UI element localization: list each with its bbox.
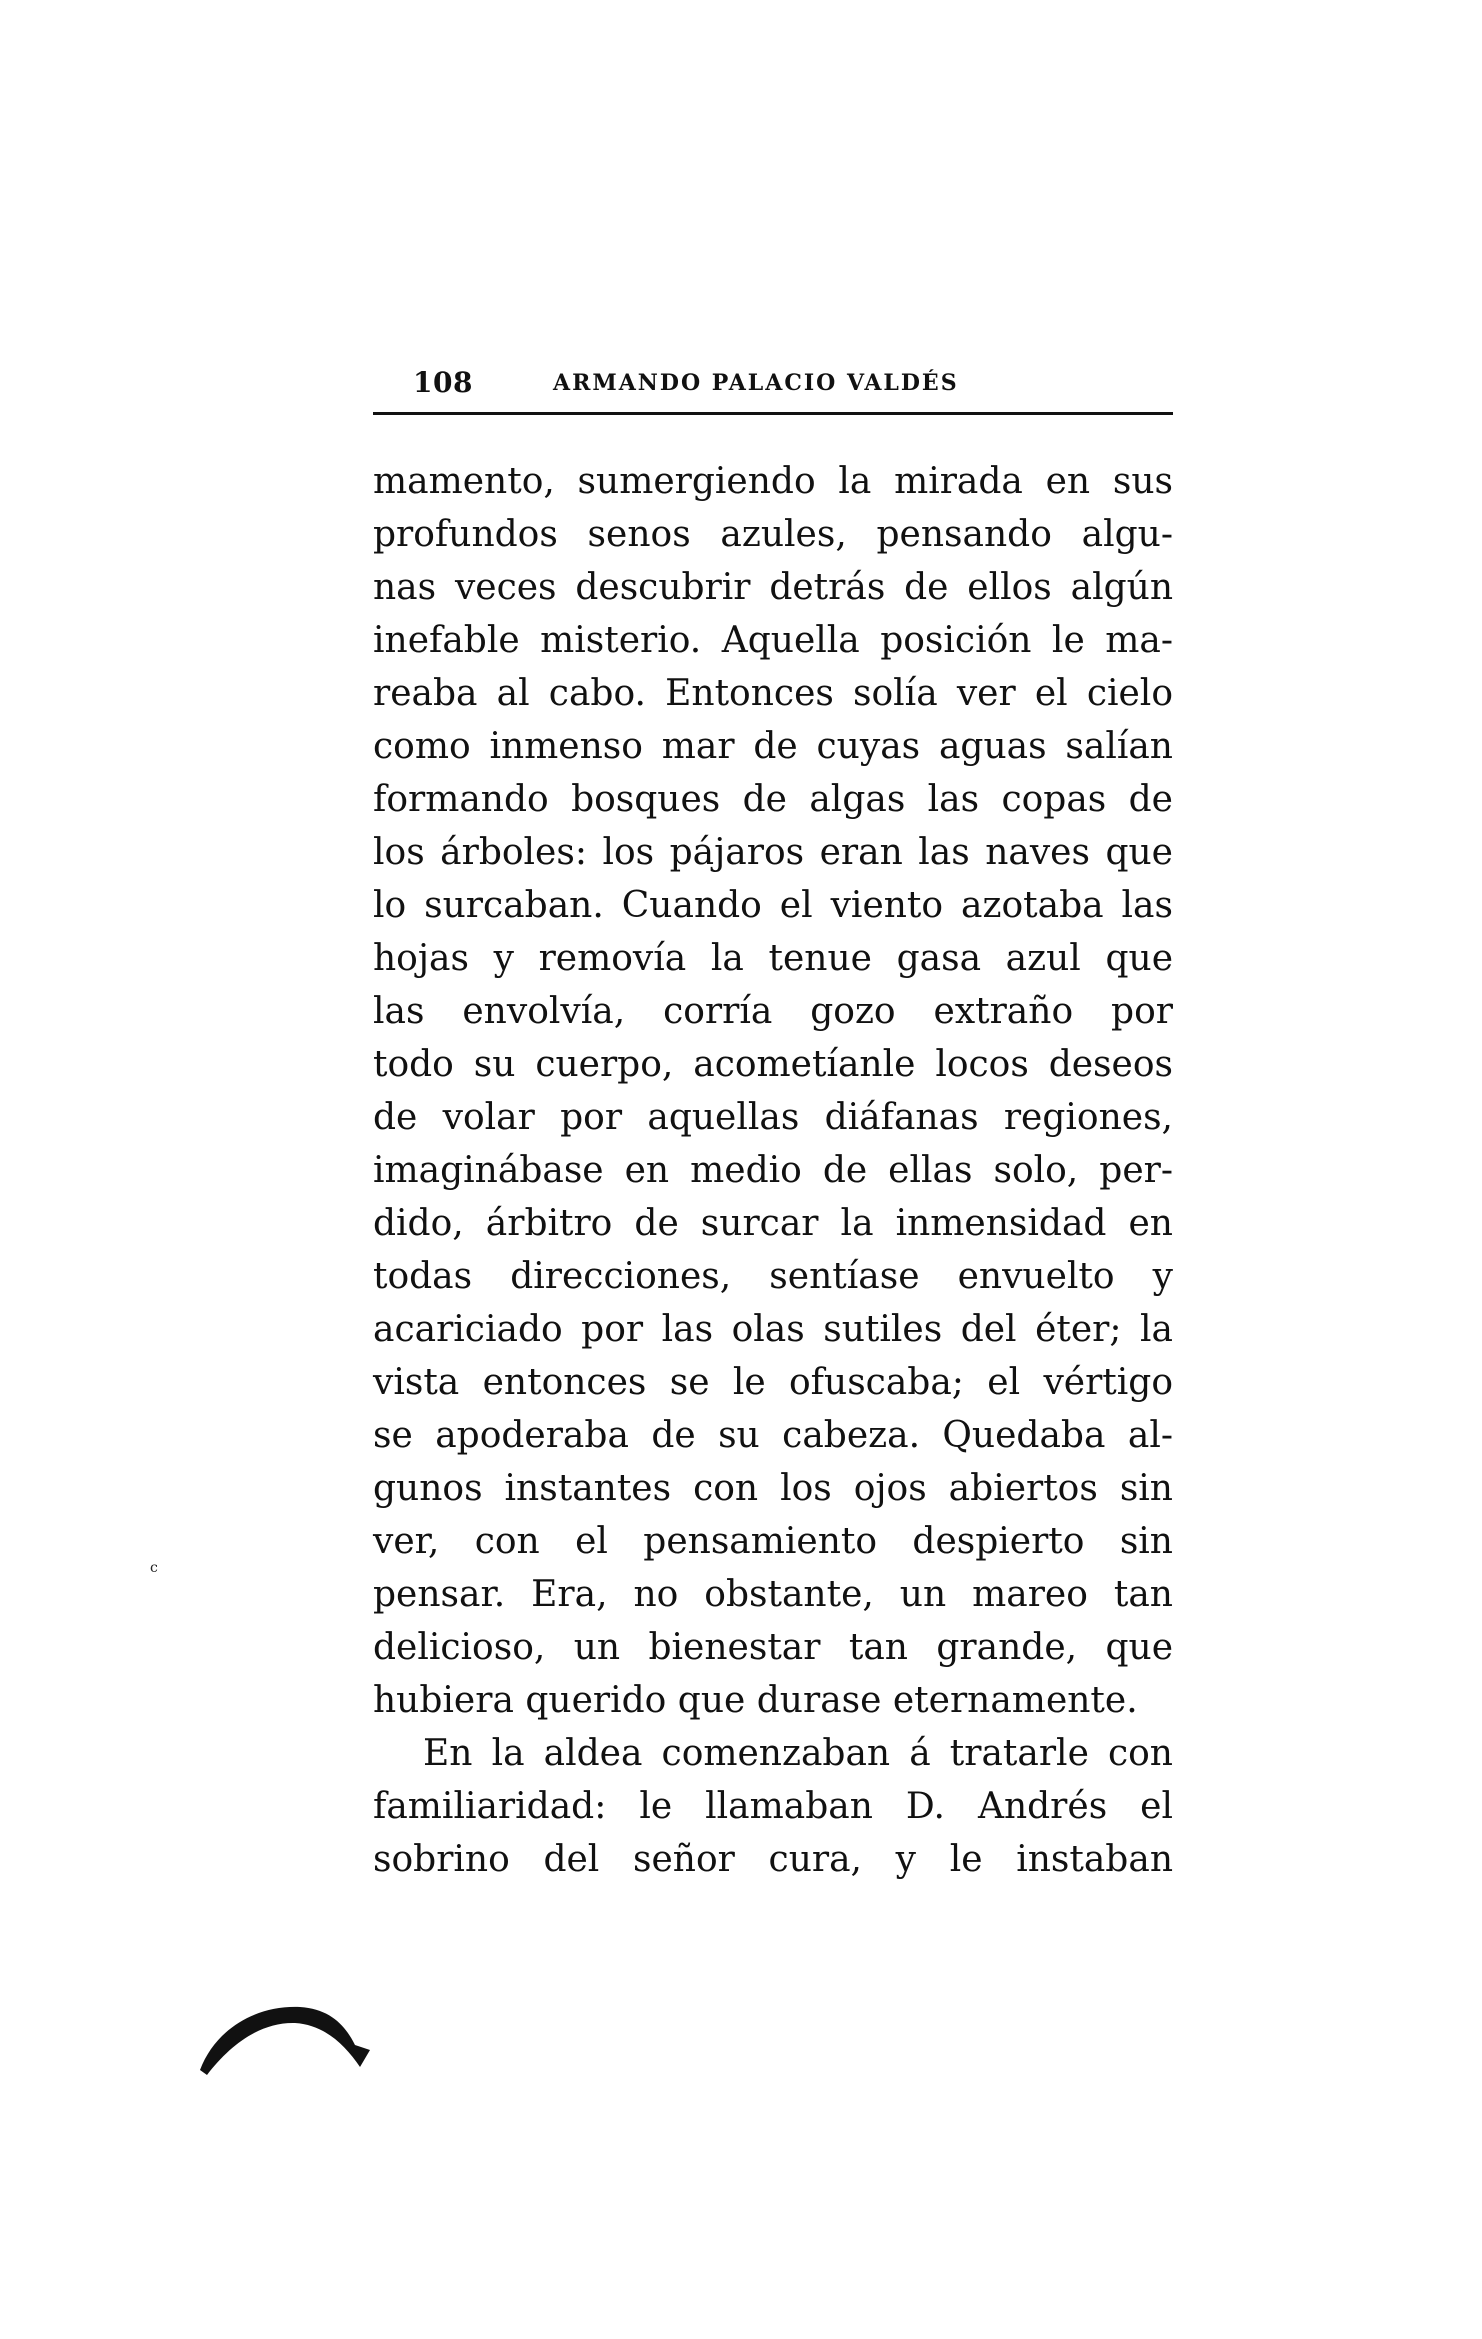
text-line: pensar. Era, no obstante, un mareo tan	[373, 1574, 1173, 1615]
text-line-paragraph-start: En la aldea comenzaban á tratarle con	[423, 1733, 1173, 1774]
text-line: hojas y removía la tenue gasa azul que	[373, 938, 1173, 979]
text-line: inefable misterio. Aquella posición le ma-	[373, 620, 1173, 661]
text-line: imaginábase en medio de ellas solo, per-	[373, 1150, 1173, 1191]
text-line: de volar por aquellas diáfanas regiones,	[373, 1097, 1173, 1138]
text-line: mamento, sumergiendo la mirada en sus	[373, 461, 1173, 502]
text-line: familiaridad: le llamaban D. Andrés el	[373, 1786, 1173, 1827]
running-head	[373, 348, 1173, 408]
text-line: ver, con el pensamiento despierto sin	[373, 1521, 1173, 1562]
text-line: hubiera querido que durase eternamente.	[373, 1680, 1138, 1721]
text-line: todas direcciones, sentíase envuelto y	[373, 1256, 1173, 1297]
text-line: nas veces descubrir detrás de ellos algún	[373, 567, 1173, 608]
header-rule	[373, 412, 1173, 415]
text-line: los árboles: los pájaros eran las naves que	[373, 832, 1173, 873]
text-line: reaba al cabo. Entonces solía ver el cielo	[373, 673, 1173, 714]
text-line: gunos instantes con los ojos abiertos sin	[373, 1468, 1173, 1509]
text-line: dido, árbitro de surcar la inmensidad en	[373, 1203, 1173, 1244]
text-line: sobrino del señor cura, y le instaban	[373, 1839, 1173, 1880]
text-line: vista entonces se le ofuscaba; el vértigo	[373, 1362, 1173, 1403]
text-line: se apoderaba de su cabeza. Quedaba al-	[373, 1415, 1173, 1456]
stray-ink-mark: c	[150, 1560, 158, 1576]
body-text	[373, 455, 1173, 1886]
text-line: todo su cuerpo, acometíanle locos deseos	[373, 1044, 1173, 1085]
ink-blot-mark	[195, 1975, 375, 2085]
text-line: profundos senos azules, pensando algu-	[373, 514, 1173, 555]
running-head-author: ARMANDO PALACIO VALDÉS	[553, 370, 959, 396]
text-line: formando bosques de algas las copas de	[373, 779, 1173, 820]
text-line: como inmenso mar de cuyas aguas salían	[373, 726, 1173, 767]
text-line: acariciado por las olas sutiles del éter; la	[373, 1309, 1173, 1350]
text-line: delicioso, un bienestar tan grande, que	[373, 1627, 1173, 1668]
page-number: 108	[413, 366, 473, 399]
text-line: las envolvía, corría gozo extraño por	[373, 991, 1173, 1032]
text-line: lo surcaban. Cuando el viento azotaba las	[373, 885, 1173, 926]
